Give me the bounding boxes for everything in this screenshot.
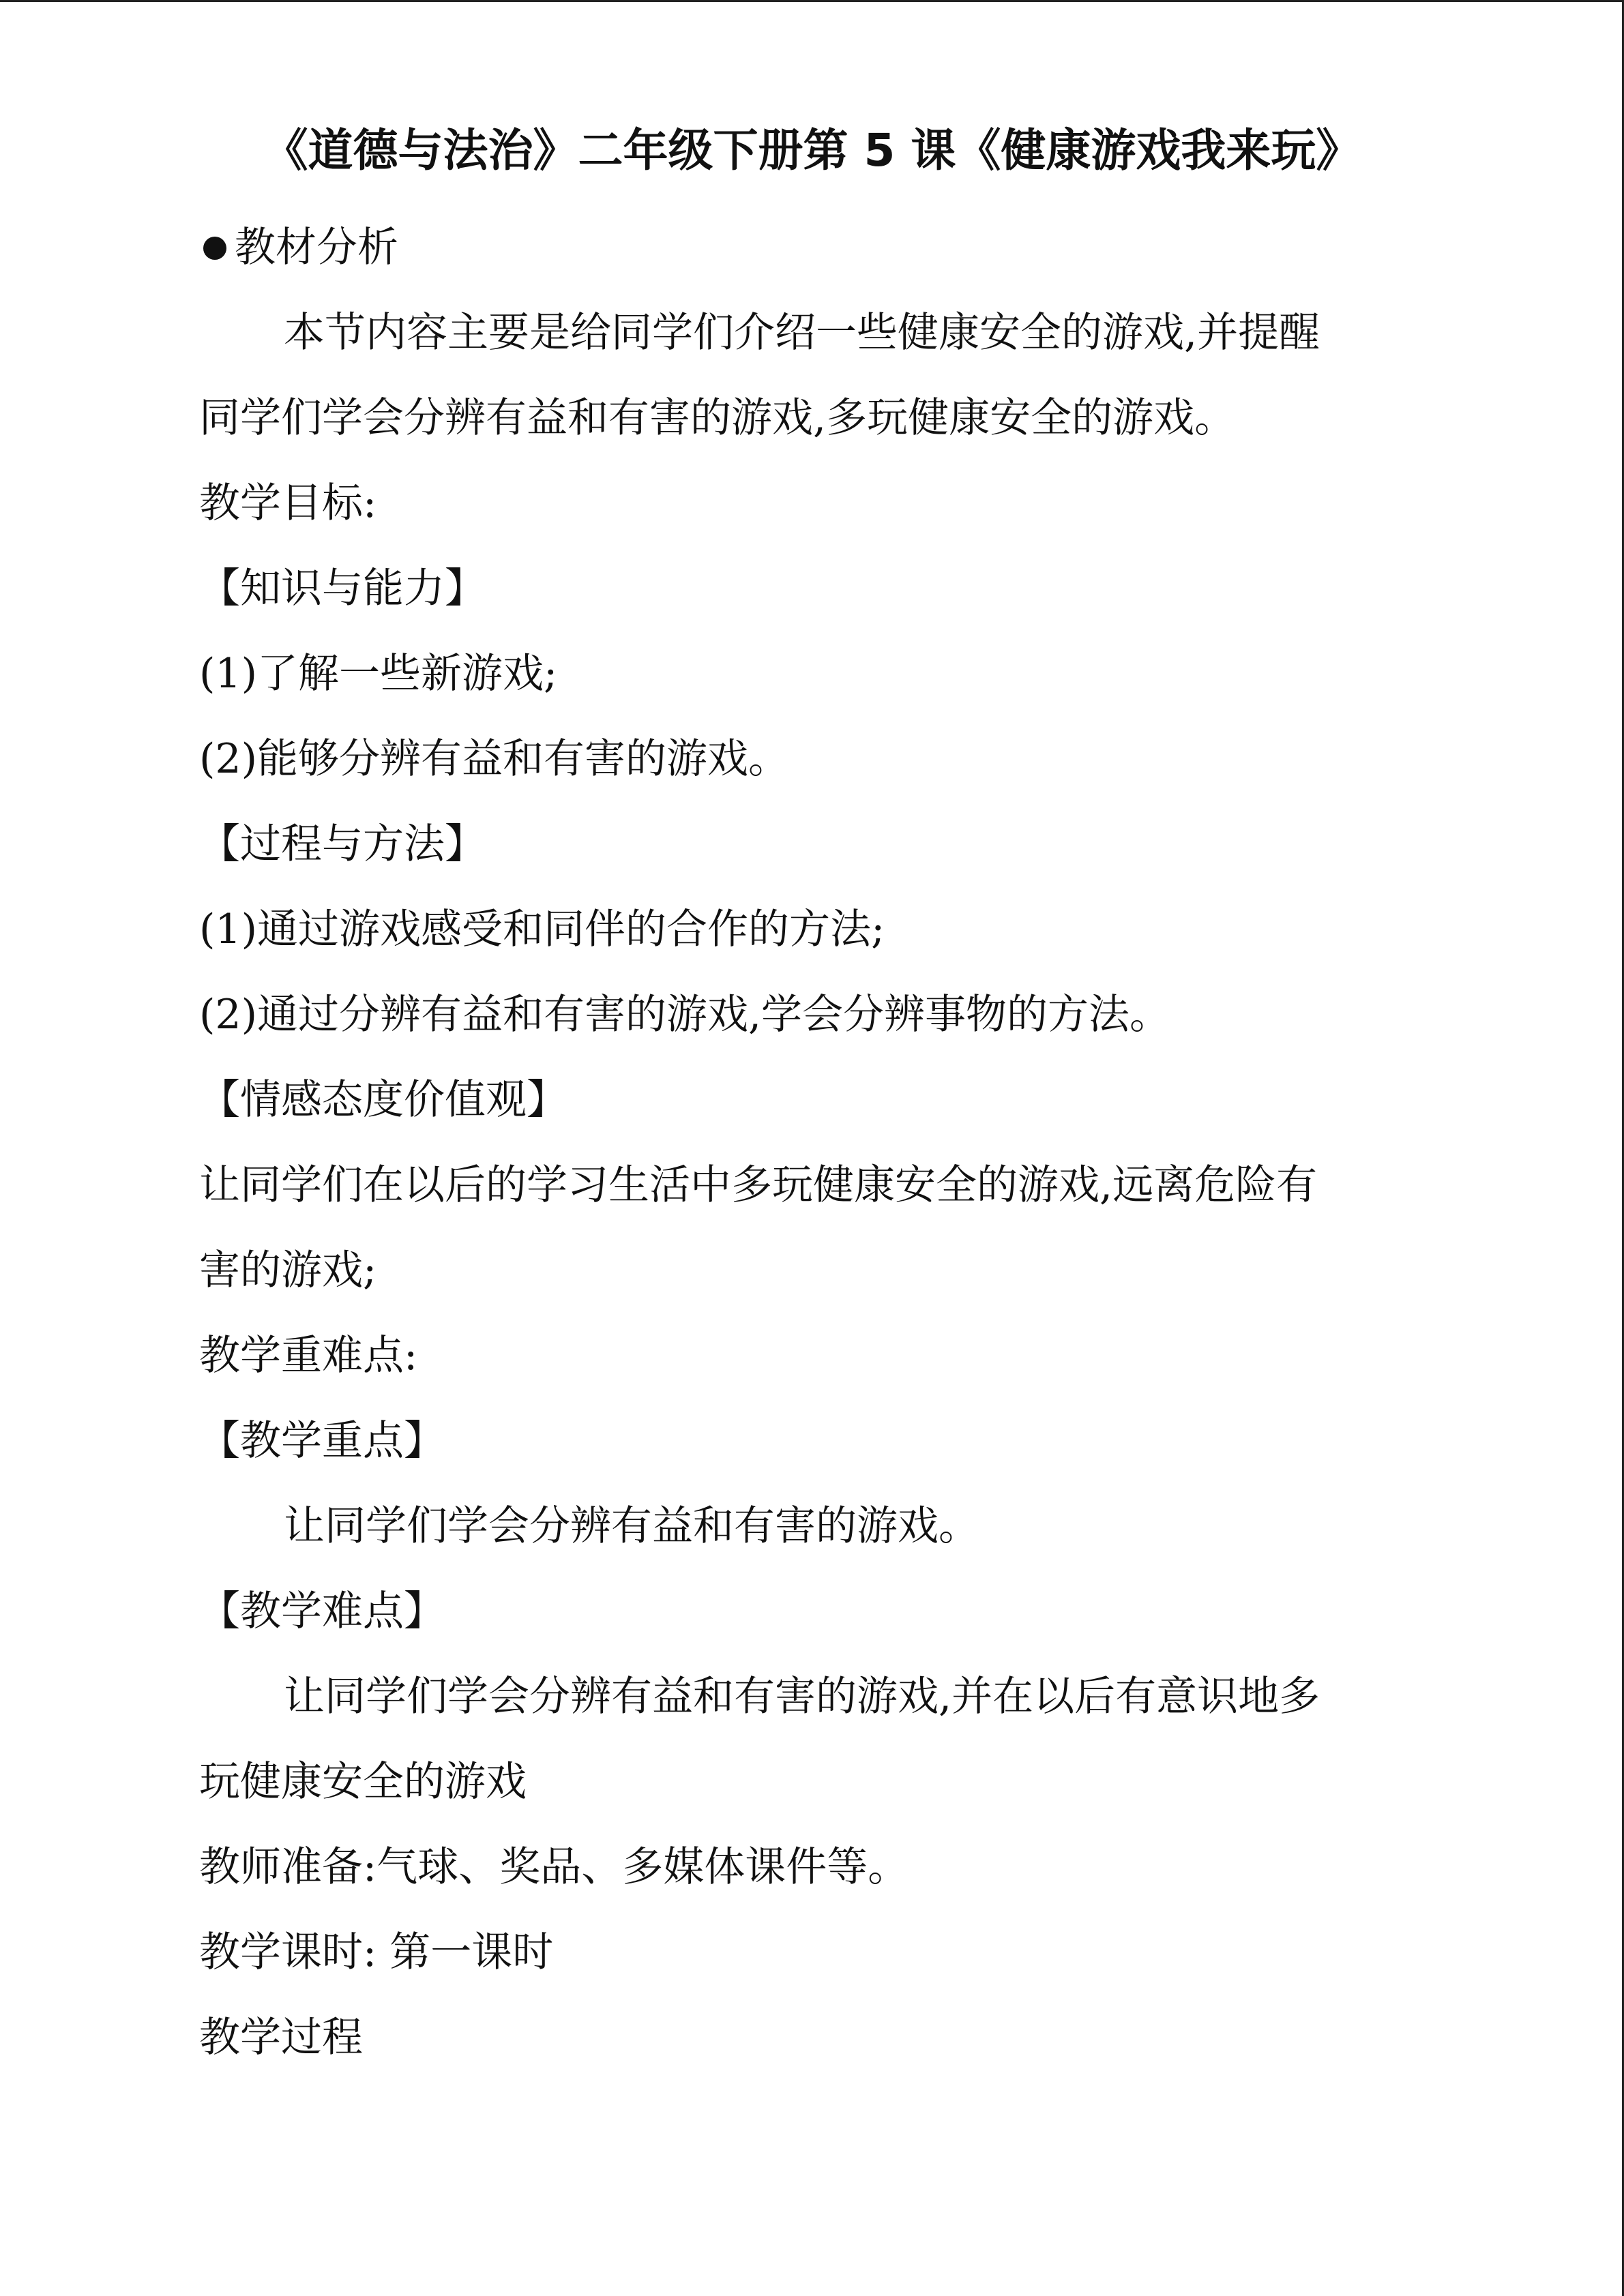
teaching-process-heading: 教学过程	[199, 2014, 363, 2061]
objectives-heading: 教学目标:	[199, 479, 377, 527]
section-heading-materials-label: 教材分析	[235, 224, 398, 271]
process-method-item-1: (1)通过游戏感受和同伴的合作的方法;	[199, 906, 885, 953]
materials-paragraph-line-1: 本节内容主要是给同学们介绍一些健康安全的游戏,并提醒	[284, 309, 1320, 357]
difficult-paragraph-line-2: 玩健康安全的游戏	[199, 1758, 527, 1806]
section-heading-materials	[199, 205, 1427, 290]
knowledge-item-2: (2)能够分辨有益和有害的游戏。	[199, 735, 789, 783]
key-point-heading: 【教学重点】	[199, 1417, 445, 1465]
difficult-paragraph-line-1: 让同学们学会分辨有益和有害的游戏,并在以后有意识地多	[284, 1673, 1320, 1720]
lesson-time: 教学课时: 第一课时	[199, 1928, 554, 1976]
bullet-icon	[203, 237, 226, 260]
emotion-heading: 【情感态度价值观】	[199, 1076, 567, 1124]
materials-paragraph-line-2: 同学们学会分辨有益和有害的游戏,多玩健康安全的游戏。	[199, 394, 1236, 442]
knowledge-item-1: (1)了解一些新游戏;	[199, 650, 558, 698]
key-difficult-heading: 教学重难点:	[199, 1332, 418, 1380]
knowledge-heading: 【知识与能力】	[199, 565, 486, 612]
document-title: 《道德与法治》二年级下册第 5 课《健康游戏我来玩》	[263, 124, 1361, 177]
document-body	[199, 205, 1427, 2081]
emotion-paragraph-line-1: 让同学们在以后的学习生活中多玩健康安全的游戏,远离危险有	[199, 1161, 1318, 1209]
difficult-point-heading: 【教学难点】	[199, 1587, 445, 1635]
process-method-heading: 【过程与方法】	[199, 820, 486, 868]
key-point-text: 让同学们学会分辨有益和有害的游戏。	[284, 1502, 979, 1550]
teacher-preparation: 教师准备:气球、奖品、多媒体课件等。	[199, 1843, 909, 1891]
emotion-paragraph-line-2: 害的游戏;	[199, 1247, 377, 1294]
process-method-item-2: (2)通过分辨有益和有害的游戏,学会分辨事物的方法。	[199, 991, 1171, 1039]
